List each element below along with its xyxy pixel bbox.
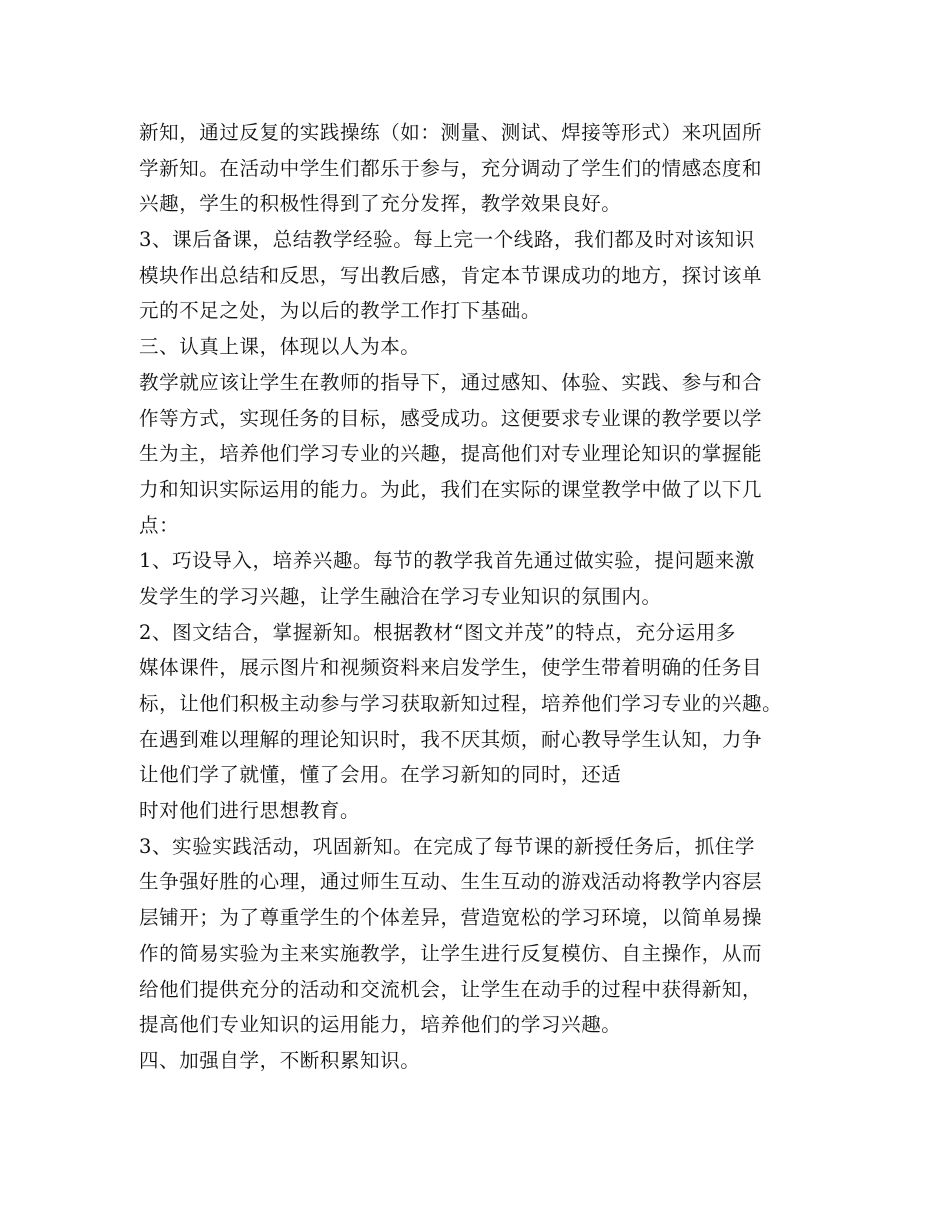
- text-line: 生为主，培养他们学习专业的兴趣，提高他们对专业理论知识的掌握能: [139, 442, 763, 466]
- text-line: 发学生的学习兴趣，让学生融洽在学习专业知识的氛围内。: [139, 584, 662, 608]
- text-line: 点：: [139, 513, 180, 537]
- text-line: 提高他们专业知识的运用能力，培养他们的学习兴趣。: [139, 1013, 622, 1037]
- text-line: 学新知。在活动中学生们都乐于参与，充分调动了学生们的情感态度和: [139, 156, 763, 180]
- text-line: 作等方式，实现任务的目标，感受成功。这便要求专业课的教学要以学: [139, 406, 763, 430]
- text-line: 元的不足之处，为以后的教学工作打下基础。: [139, 299, 542, 323]
- text-line: 模块作出总结和反思，写出教后感，肯定本节课成功的地方，探讨该单: [139, 263, 763, 287]
- text-line: 2、图文结合，掌握新知。根据教材“图文并茂”的特点，充分运用多: [139, 620, 736, 644]
- text-line: 3、实验实践活动，巩固新知。在完成了每节课的新授任务后，抓住学: [139, 834, 756, 858]
- text-line: 时对他们进行思想教育。: [139, 799, 361, 823]
- document-body: [139, 115, 839, 1079]
- text-line: 给他们提供充分的活动和交流机会，让学生在动手的过程中获得新知，: [139, 977, 763, 1001]
- text-line: 层铺开；为了尊重学生的个体差异，营造宽松的学习环境，以简单易操: [139, 906, 763, 930]
- text-line: 兴趣，学生的积极性得到了充分发挥，教学效果良好。: [139, 192, 622, 216]
- text-line: 3、课后备课，总结教学经验。每上完一个线路，我们都及时对该知识: [139, 228, 756, 252]
- text-line: 让他们学了就懂，懂了会用。在学习新知的同时，还适: [139, 763, 622, 787]
- text-line: 作的简易实验为主来实施教学，让学生进行反复模仿、自主操作，从而: [139, 941, 763, 965]
- text-line: 媒体课件，展示图片和视频资料来启发学生，使学生带着明确的任务目: [139, 656, 763, 680]
- text-line: 标，让他们积极主动参与学习获取新知过程，培养他们学习专业的兴趣。: [139, 692, 783, 715]
- section-heading: 四、加强自学，不断积累知识。: [139, 1048, 421, 1072]
- text-line: 在遇到难以理解的理论知识时，我不厌其烦，耐心教导学生认知，力争: [139, 727, 763, 751]
- text-line: 力和知识实际运用的能力。为此，我们在实际的课堂教学中做了以下几: [139, 477, 763, 501]
- text-line: 生争强好胜的心理，通过师生互动、生生互动的游戏活动将教学内容层: [139, 870, 763, 894]
- text-line: 教学就应该让学生在教师的指导下，通过感知、体验、实践、参与和合: [139, 370, 763, 394]
- section-heading: 三、认真上课，体现以人为本。: [139, 335, 421, 359]
- text-line: 1、巧设导入，培养兴趣。每节的教学我首先通过做实验，提问题来激: [139, 549, 756, 573]
- text-line: 新知，通过反复的实践操练（如：测量、测试、焊接等形式）来巩固所: [139, 121, 763, 144]
